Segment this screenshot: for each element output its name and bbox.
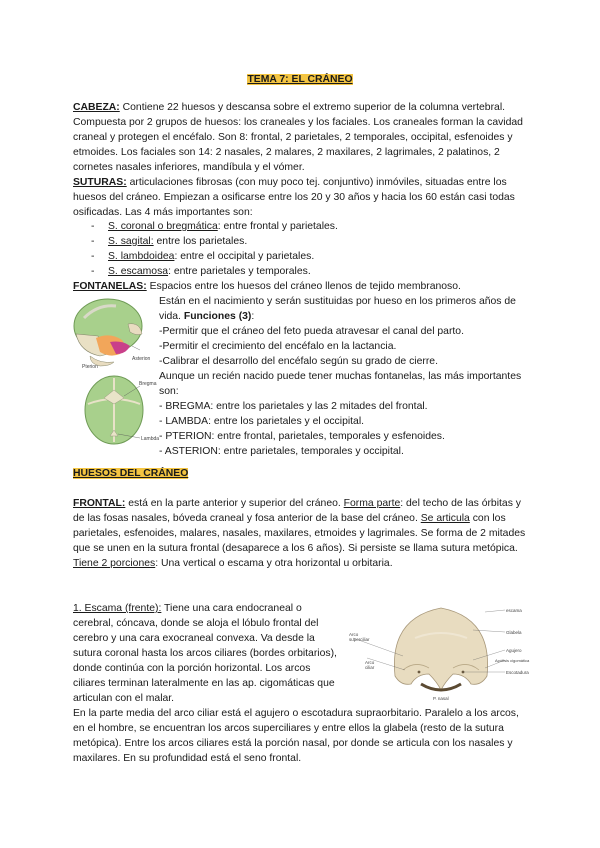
suturas-text: articulaciones fibrosas (con muy poco tej. conjuntivo) inmóviles, situadas entre los huesos del cráneo. Empiezan a osificarse entre los 20 y 30 años y hacia los 60 están casi todas osificadas. Las 4 más importantes son: xyxy=(73,177,515,218)
fetal-skull-side-image xyxy=(70,296,158,370)
fig-label-arco-1: Arco xyxy=(349,632,359,637)
fig-label-asterion: Asterion xyxy=(132,356,151,362)
escama-label: 1. Escama (frente): xyxy=(73,603,162,614)
page-title: TEMA 7: EL CRÁNEO xyxy=(247,74,353,85)
cabeza-text: Contiene 22 huesos y descansa sobre el extremo superior de la columna vertebral. Compuesta por 2 grupos de huesos: los craneales y los faciales. Los craneales forman la cavidad craneal y protegen el encéfalo. Son 8: frontal, 2 parietales, 2 temporales, occipital, esfenoides y etmoides. Los faciales son 14: 2 nasales, 2 malares, 2 maxilares, 2 lagrimales, 2 palatinos, 2 cornetes nasales inferiores, mandíbula y el vómer. xyxy=(73,102,523,173)
fig-label-apofisis: Apófisis cigomática xyxy=(495,658,530,663)
cabeza-paragraph xyxy=(73,100,529,175)
fetal-skull-top-image xyxy=(82,372,160,446)
fontanelas-label: FONTANELAS: xyxy=(73,281,147,292)
list-item: - S. sagital: entre los parietales. xyxy=(73,234,513,249)
fig-label-arco-2: Arco xyxy=(365,660,375,665)
fontanelas-heading: FONTANELAS: Espacios entre los huesos del cráneo llenos de tejido membranoso. xyxy=(73,281,461,292)
fig-label-escama: escama xyxy=(506,608,522,613)
fig-label-lambda: Lambda xyxy=(141,436,160,442)
frontal-paragraph: FRONTAL: está en la parte anterior y superior del cráneo. Forma parte: del techo de las órbitas y de las fosas nasales, bóveda craneal y fosa anterior de la base del cráneo. Se articula con los parietales, esfenoides, malares, nasales, maxilares, etmoides y lagrimales. Se forma de 2 mitades que se unen en la sutura frontal (desaparece a los 6 años). Si persiste se llama sutura metópica. Tiene 2 porciones: Una vertical o escama y otra horizontal u orbitaria. xyxy=(73,498,526,569)
fig-label-escotadura: Escotadura xyxy=(506,670,529,675)
list-item: - S. lambdoidea: entre el occipital y parietales. xyxy=(73,249,513,264)
list-item: - S. coronal o bregmática: entre frontal y parietales. xyxy=(73,219,513,234)
fig-label-pterion: Pterion xyxy=(82,364,98,370)
escama-continuation: En la parte media del arco ciliar está el agujero o escotadura supraorbitario. Paralelo a los arcos, en el hombre, se encuentran los arcos superciliares y entre ellos la glabela (resto de la sutura metópica). Entre los arcos ciliares está la porción nasal, por donde se articula con los nasales y maxilares. En su profundidad está el seno frontal. xyxy=(73,708,519,764)
fig-label-bregma: Bregma xyxy=(139,381,157,387)
list-item: - S. escamosa: entre parietales y temporales. xyxy=(73,264,513,279)
fontanelas-text-block: Están en el nacimiento y serán sustituidas por hueso en los primeros años de vida. Funciones (3): -Permitir que el cráneo del feto pueda atravesar el canal del parto. -Permitir el crecimiento del encéfalo en la lactancia. -Calibrar el desarrollo del encéfalo según su grado de cierre. Aunque un recién nacido puede tener muchas fontanelas, las más importantes son: - BREGMA: entre los parietales y las 2 mitades del frontal. - LAMBDA: entre los parietales y el occipital. - PTERION: entre frontal, parietales, temporales y esfenoides. - ASTERION: entre parietales, temporales y occipital. xyxy=(159,296,522,457)
suturas-list xyxy=(73,219,513,279)
escama-paragraph: 1. Escama (frente): Tiene una cara endocraneal o cerebral, cóncava, donde se aloja el lóbulo frontal del cerebro y una cara exocraneal convexa. Va desde la sutura coronal hasta los arcos ciliares (bordes orbitarios), donde continúa con la porción horizontal. Los arcos ciliares terminan lateralmente en las ap. cigomáticas que articulan con el malar. xyxy=(73,603,337,704)
fig-label-agujero: Agujero xyxy=(506,648,522,653)
fig-label-glabela: Glabela xyxy=(506,630,522,635)
fig-label-superciliar: superciliar xyxy=(349,637,370,642)
frontal-label: FRONTAL: xyxy=(73,498,126,509)
fig-label-ciliar: ciliar xyxy=(365,665,375,670)
frontal-bone-image xyxy=(345,598,535,702)
cabeza-label: CABEZA: xyxy=(73,102,120,113)
fig-label-nasal: P. nasal xyxy=(433,696,449,701)
suturas-paragraph xyxy=(73,175,529,220)
suturas-label: SUTURAS: xyxy=(73,177,127,188)
section-heading: HUESOS DEL CRÁNEO xyxy=(73,468,189,479)
